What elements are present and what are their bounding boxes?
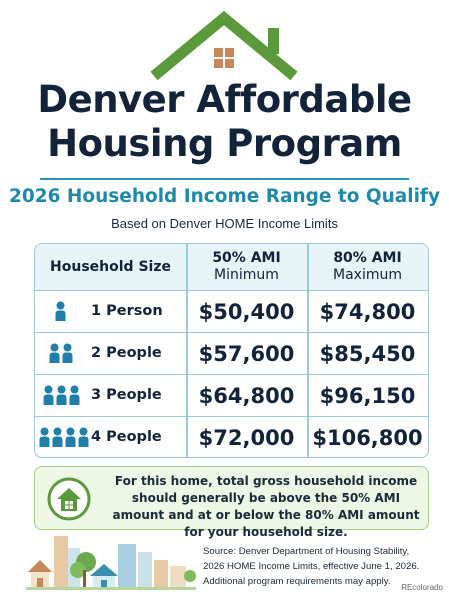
note-text: For this home, total gross household income should generally be above the 50% AMI amount and at or below the 80% AMI amount for your household size. <box>112 474 420 539</box>
header-50-ami <box>186 244 307 290</box>
title-line-1: Denver Affordable <box>37 78 412 121</box>
person-icon-group <box>43 385 80 405</box>
house-icon <box>47 477 91 521</box>
person-icon <box>52 427 63 447</box>
person-icon <box>65 427 76 447</box>
source-line-3: Additional program requirements may apply. <box>203 576 391 587</box>
row-min-income: $50,400 <box>198 300 295 324</box>
table-row <box>35 416 428 458</box>
person-icon <box>78 427 89 447</box>
title-line-2: Housing Program <box>47 122 402 165</box>
eligibility-note <box>34 466 429 539</box>
income-table <box>34 243 429 458</box>
divider-top <box>40 178 409 180</box>
row-max-income: $106,800 <box>312 426 423 450</box>
based-on-text: Based on Denver HOME Income Limits <box>111 216 338 231</box>
person-icon <box>56 385 67 405</box>
table-row <box>35 290 428 332</box>
row-label: 2 People <box>91 345 162 361</box>
header-50-ami-line2: Minimum <box>214 267 279 283</box>
header-50-ami-line1: 50% AMI <box>212 250 281 266</box>
person-icon <box>49 343 60 363</box>
source-line-2: 2026 HOME Income Limits, effective June 1, 2026. <box>203 561 420 572</box>
row-max-income: $85,450 <box>319 342 416 366</box>
person-icon-group <box>49 343 73 363</box>
row-min-income: $64,800 <box>198 384 295 408</box>
person-icon <box>43 385 54 405</box>
header-80-ami-line1: 80% AMI <box>333 250 402 266</box>
subtitle: 2026 Household Income Range to Qualify <box>8 186 441 207</box>
column-divider <box>307 244 309 457</box>
city-skyline-icon <box>26 532 196 590</box>
source-text <box>203 544 428 589</box>
column-divider <box>186 244 188 457</box>
source-line-1: Source: Denver Department of Housing Stability, <box>203 546 410 557</box>
person-icon <box>39 427 50 447</box>
row-label: 1 Person <box>91 303 163 319</box>
row-max-income: $96,150 <box>319 384 416 408</box>
row-max-income: $74,800 <box>319 300 416 324</box>
header-80-ami-line2: Maximum <box>333 267 402 283</box>
page-title <box>0 78 449 166</box>
person-icon <box>62 343 73 363</box>
table-row <box>35 374 428 416</box>
person-icon-group <box>55 301 66 321</box>
header-household-size: Household Size <box>50 258 171 275</box>
house-roof-icon <box>148 10 300 80</box>
person-icon-group <box>39 427 89 447</box>
table-header <box>35 244 428 290</box>
row-min-income: $72,000 <box>198 426 295 450</box>
row-label: 4 People <box>91 429 162 445</box>
row-label: 3 People <box>91 387 162 403</box>
person-icon <box>55 301 66 321</box>
person-icon <box>69 385 80 405</box>
table-row <box>35 332 428 374</box>
header-80-ami <box>307 244 428 290</box>
credit-text: REcolorado <box>401 583 443 592</box>
row-min-income: $57,600 <box>198 342 295 366</box>
